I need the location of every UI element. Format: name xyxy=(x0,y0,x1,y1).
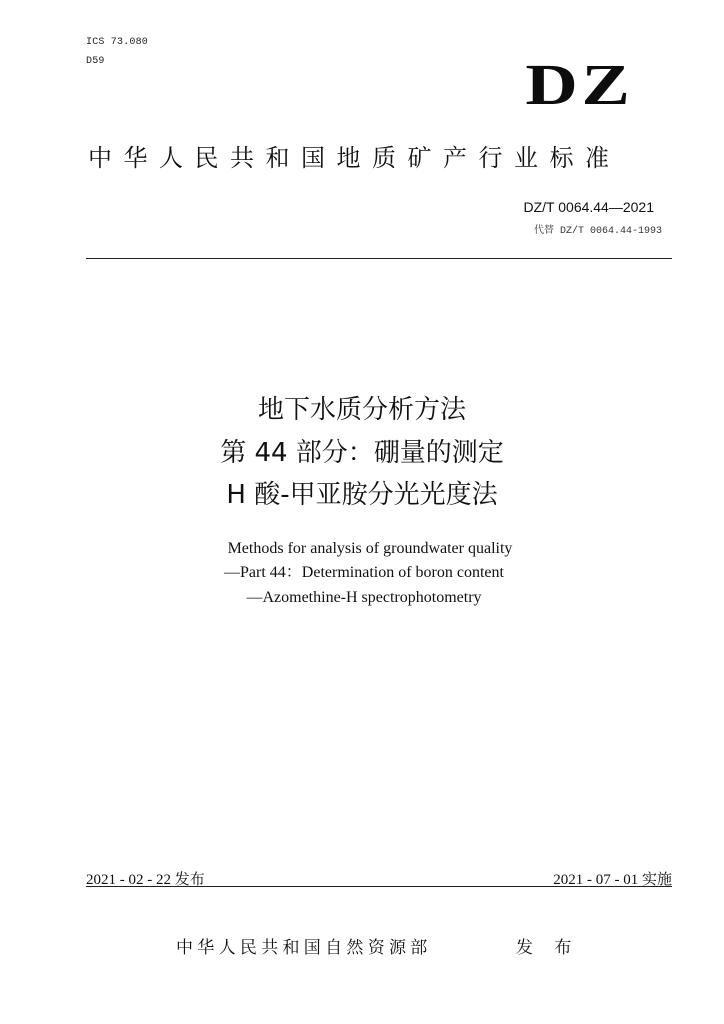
header-divider xyxy=(86,258,672,259)
standard-logo: DZ xyxy=(525,52,634,117)
chinese-title-line-3: H 酸-甲亚胺分光光度法 xyxy=(226,480,498,510)
chinese-title-line-1: 地下水质分析方法 xyxy=(257,395,466,425)
publisher-name: 中华人民共和国自然资源部 xyxy=(176,938,432,958)
replaces-standard: 代替 DZ/T 0064.44-1993 xyxy=(533,226,662,237)
ccs-code: D59 xyxy=(86,56,105,67)
chinese-title-line-2: 第 44 部分：硼量的测定 xyxy=(220,438,504,468)
publish-label: 发 布 xyxy=(516,938,580,958)
english-title-line-2: —Part 44：Determination of boron content xyxy=(224,564,504,581)
standard-category-title: 中华人民共和国地质矿产行业标准 xyxy=(88,144,621,172)
issue-date: 2021 - 02 - 22 发布 xyxy=(86,872,205,888)
english-title-line-3: —Azomethine-H spectrophotometry xyxy=(246,589,482,606)
english-title-line-1: Methods for analysis of groundwater quality xyxy=(227,540,513,557)
standard-number: DZ/T 0064.44—2021 xyxy=(523,199,654,215)
implementation-date: 2021 - 07 - 01 实施 xyxy=(553,872,672,888)
footer-divider xyxy=(86,886,672,887)
ics-code: ICS 73.080 xyxy=(86,37,149,48)
